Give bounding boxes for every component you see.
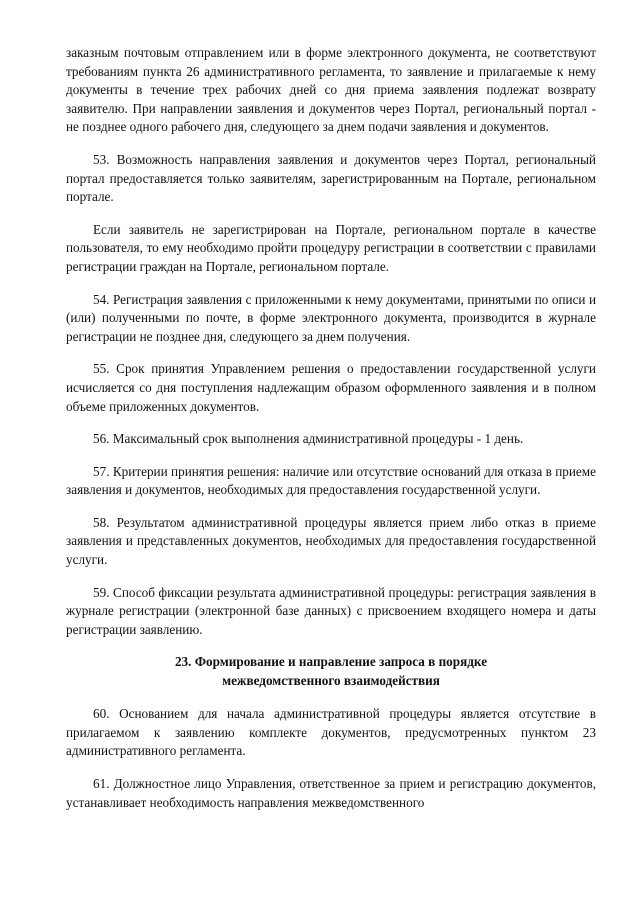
section-heading-line-1: 23. Формирование и направление запроса в порядке (174, 654, 488, 670)
paragraph-55: 55. Срок принятия Управлением решения о предоставлении государственной услуги исчисляется со дня поступления надлежащим образом оформленного заявления и в полном объеме приложенных документов. (66, 361, 596, 414)
paragraph-53: 53. Возможность направления заявления и документов через Портал, региональный портал предоставляется только заявителям, зарегистрированным на Портале, региональном портале. (66, 151, 596, 205)
paragraph-continuation: заказным почтовым отправлением или в форме электронного документа, не соответствуют требованиям пункта 26 административного регламента, то заявление и прилагаемые к нему документы в течение трех рабочих дней со дня приема заявления подлежат возврату заявителю. При направлении заявления и документов через Портал, региональный портал - не позднее одного рабочего дня, следующего за днем подачи заявления и документов. (66, 45, 596, 135)
paragraph-58: 58. Результатом административной процедуры является прием либо отказ в приеме заявления и представленных документов, необходимых для предоставления государственной услуги. (66, 514, 596, 568)
paragraph-56: 56. Максимальный срок выполнения административной процедуры - 1 день. (93, 431, 524, 447)
section-heading-line-2: межведомственного взаимодействия (222, 672, 440, 688)
paragraph-registration-note: Если заявитель не зарегистрирован на Портале, региональном портале в качестве пользователя, то ему необходимо пройти процедуру регистрации в соответствии с правилами регистрации граждан на Портале, региональном портале. (66, 221, 596, 274)
paragraph-61: 61. Должностное лицо Управления, ответственное за прием и регистрацию документов, устанавливает необходимость направления межведомственного (66, 776, 596, 810)
document-page (66, 44, 596, 826)
paragraph-60: 60. Основанием для начала административной процедуры является отсутствие в прилагаемом к заявлению комплекте документов, предусмотренных пунктом 23 административного регламента. (66, 706, 596, 759)
paragraph-54: 54. Регистрация заявления с приложенными к нему документами, принятыми по описи и (или) полученными по почте, в форме электронного документа, производится в журнале регистрации не позднее дня, следующего за днем получения. (66, 291, 596, 344)
paragraph-59: 59. Способ фиксации результата административной процедуры: регистрация заявления в журнале регистрации (электронной базе данных) с присвоением входящего номера и даты регистрации заявлению. (66, 584, 596, 637)
paragraph-57: 57. Критерии принятия решения: наличие или отсутствие оснований для отказа в приеме заявления и документов, необходимых для предоставления государственной услуги. (66, 463, 596, 498)
section-heading-23 (66, 653, 596, 690)
